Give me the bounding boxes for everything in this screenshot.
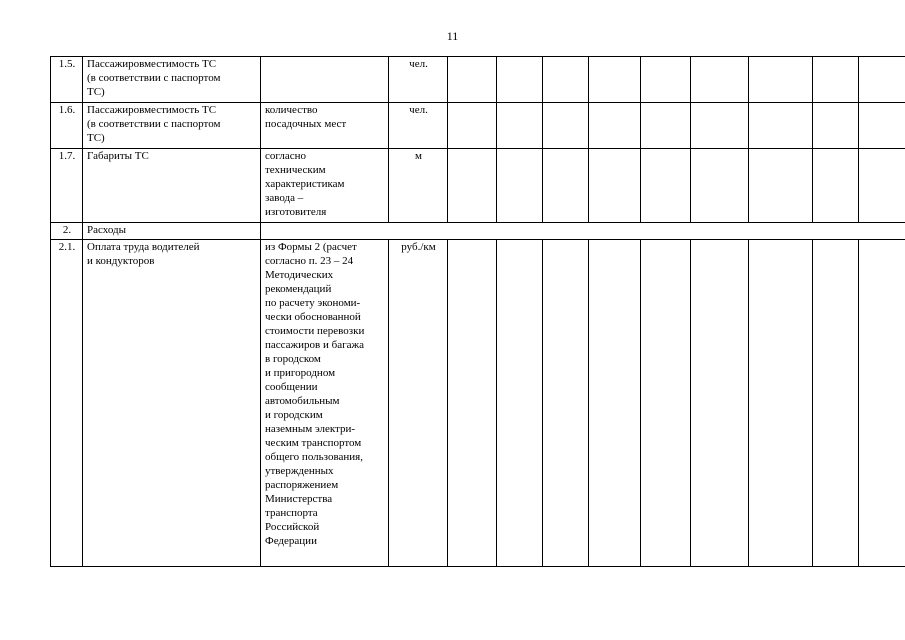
value-cell (448, 240, 497, 567)
row-unit: руб./км (389, 240, 448, 567)
data-table (50, 56, 905, 567)
page-number: 11 (446, 29, 459, 43)
value-cell (589, 57, 641, 103)
table-row (51, 57, 905, 103)
value-cell (859, 240, 905, 567)
row-indicator: Пассажировместимость ТС (в соответствии с паспортом ТС) (83, 57, 261, 103)
value-cell (641, 57, 691, 103)
value-cell (691, 149, 749, 223)
table-row (51, 223, 905, 240)
table-row (51, 103, 905, 149)
value-cell (813, 149, 859, 223)
value-cell (813, 57, 859, 103)
table-row (51, 240, 905, 567)
value-cell (589, 149, 641, 223)
value-cell (749, 103, 813, 149)
row-unit: чел. (389, 57, 448, 103)
row-source: количество посадочных мест (261, 103, 389, 149)
section-span-cell (261, 223, 905, 240)
row-number: 1.7. (51, 149, 83, 223)
value-cell (859, 103, 905, 149)
row-source: согласно техническим характеристикам завода – изготовителя (261, 149, 389, 223)
row-indicator: Пассажировместимость ТС (в соответствии с паспортом ТС) (83, 103, 261, 149)
row-indicator: Габариты ТС (83, 149, 261, 223)
value-cell (641, 103, 691, 149)
value-cell (691, 103, 749, 149)
value-cell (543, 57, 589, 103)
value-cell (691, 57, 749, 103)
row-unit: м (389, 149, 448, 223)
value-cell (448, 57, 497, 103)
value-cell (691, 240, 749, 567)
value-cell (859, 57, 905, 103)
value-cell (448, 149, 497, 223)
value-cell (749, 149, 813, 223)
value-cell (497, 240, 543, 567)
value-cell (497, 57, 543, 103)
value-cell (641, 240, 691, 567)
row-number: 1.6. (51, 103, 83, 149)
value-cell (749, 57, 813, 103)
row-number: 2. (51, 223, 83, 240)
value-cell (813, 240, 859, 567)
row-source: из Формы 2 (расчет согласно п. 23 – 24 Методических рекомендаций по расчету экономи- чески обоснованной стоимости перевозки пассажиров и багажа в городском и пригородном сообщении автомобильным и городским наземным электри- ческим транспортом общего пользования, утвержденных распоряжением Министерства транспорта Российской Федерации (261, 240, 389, 567)
value-cell (813, 103, 859, 149)
value-cell (497, 103, 543, 149)
value-cell (448, 103, 497, 149)
row-indicator: Расходы (83, 223, 261, 240)
row-indicator: Оплата труда водителей и кондукторов (83, 240, 261, 567)
row-number: 2.1. (51, 240, 83, 567)
value-cell (543, 240, 589, 567)
value-cell (543, 103, 589, 149)
value-cell (641, 149, 691, 223)
row-number: 1.5. (51, 57, 83, 103)
value-cell (589, 240, 641, 567)
value-cell (749, 240, 813, 567)
value-cell (497, 149, 543, 223)
value-cell (543, 149, 589, 223)
table-row (51, 149, 905, 223)
row-unit: чел. (389, 103, 448, 149)
value-cell (859, 149, 905, 223)
value-cell (589, 103, 641, 149)
row-source (261, 57, 389, 103)
